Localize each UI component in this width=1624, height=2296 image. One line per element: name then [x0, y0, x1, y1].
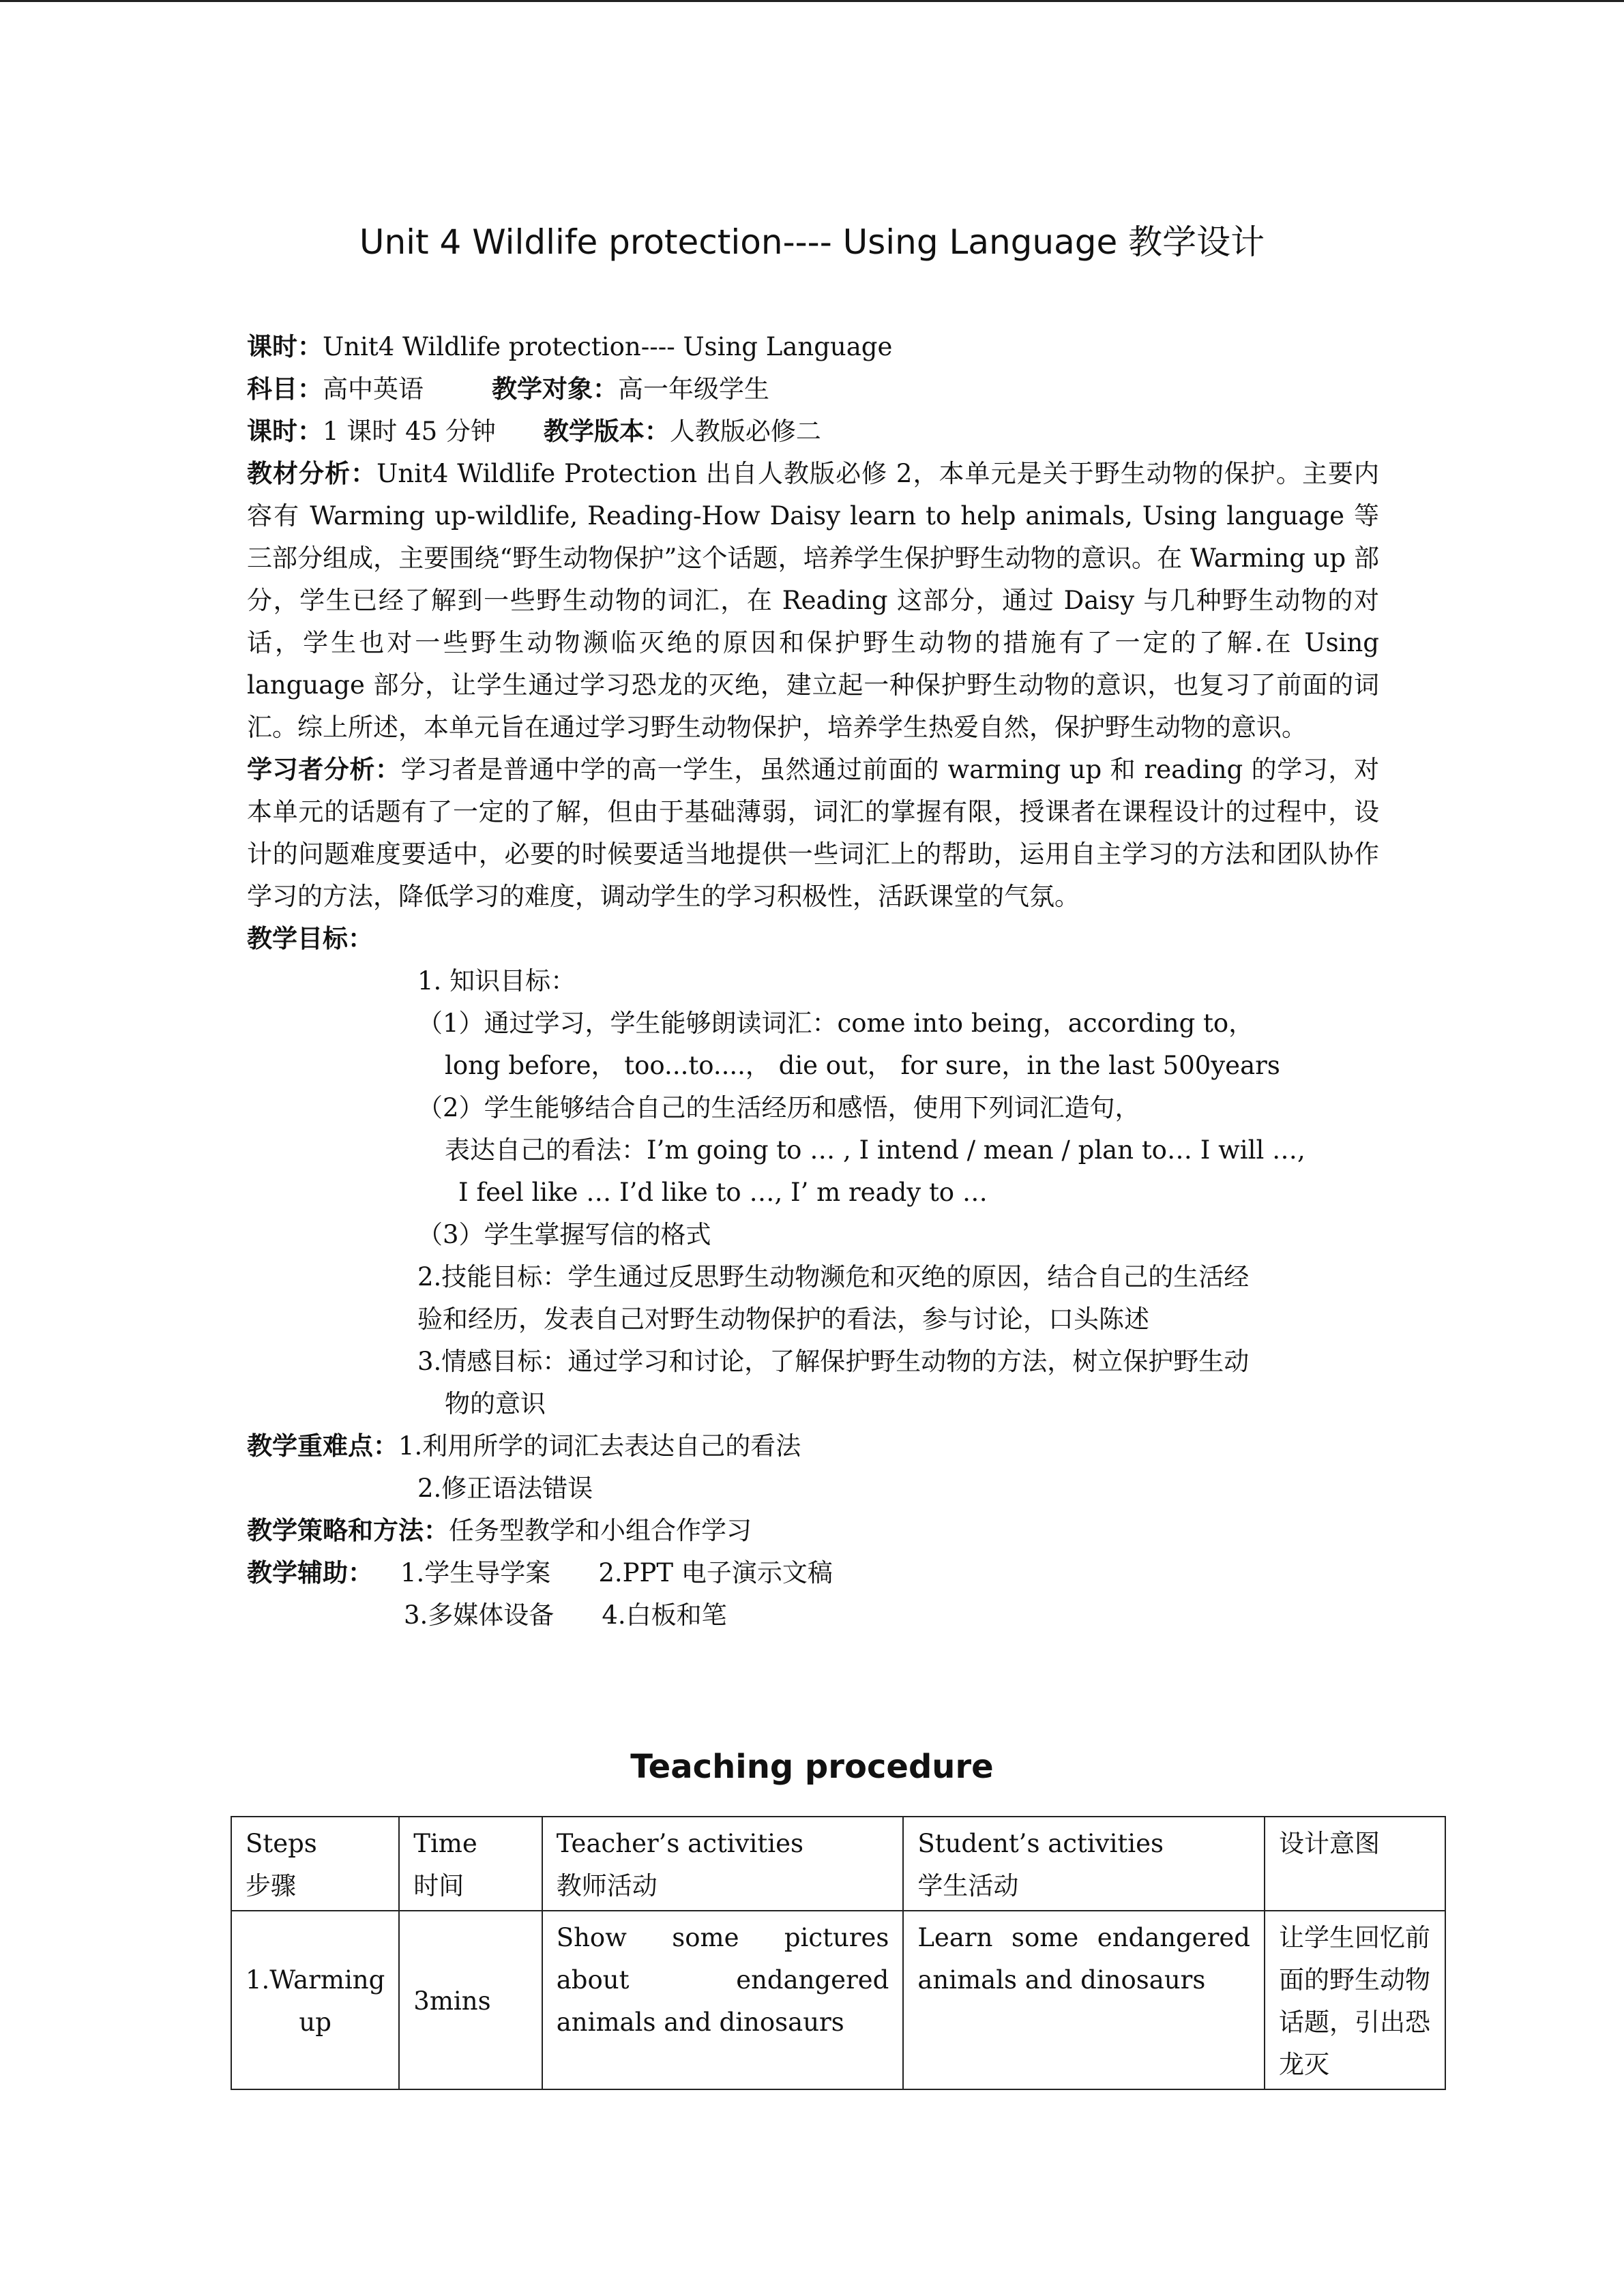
key-points-label: 教学重难点：	[247, 1431, 398, 1461]
knowledge-item-2c: I feel like … I’d like to …, I’ m ready to …	[458, 1178, 988, 1207]
header-steps	[231, 1817, 399, 1911]
header-student-en: Student’s activities	[917, 1829, 1164, 1858]
header-intent	[1265, 1817, 1445, 1911]
key-points-line-1	[247, 1425, 1379, 1467]
material-label: 教材分析：	[247, 459, 377, 488]
edition-label: 教学版本：	[543, 417, 670, 446]
objectives-label: 教学目标：	[247, 924, 373, 953]
period-label: 课时：	[247, 417, 323, 446]
aids-line-1	[247, 1552, 1379, 1594]
header-steps-en: Steps	[246, 1829, 317, 1858]
header-teacher	[542, 1817, 904, 1911]
aid-3: 3.多媒体设备	[404, 1600, 555, 1630]
knowledge-item-2b: 表达自己的看法：I’m going to … , I intend / mean / plan to… I will …,	[445, 1135, 1305, 1165]
strategy-value: 任务型教学和小组合作学习	[449, 1516, 752, 1545]
skill-objective-a: 2.技能目标：学生通过反思野生动物濒危和灭绝的原因，结合自己的生活经	[417, 1262, 1250, 1292]
row-step: 1.Warming up	[231, 1911, 399, 2089]
header-intent-en: 设计意图	[1278, 1829, 1380, 1858]
header-time-en: Time	[413, 1829, 477, 1858]
row-teacher: Show some pictures about endangered animals and dinosaurs	[542, 1911, 904, 2089]
table-header-row	[231, 1817, 1445, 1911]
material-text: Unit4 Wildlife Protection 出自人教版必修 2，本单元是关于野生动物的保护。主要内容有 Warming up-wildlife, Reading-How Daisy learn to help animals, Using language 等三部分组成，主要围绕“野生动物保护”这个话题，培养学生保护野生动物的意识。在 Warming up 部分，学生已经了解到一些野生动物的词汇，在 Reading 这部分，通过 Daisy 与几种野生动物的对话，学生也对一些野生动物濒临灭绝的原因和保护野生动物的措施有了一定的了解.在 Using language 部分，让学生通过学习恐龙的灭绝，建立起一种保护野生动物的意识，也复习了前面的词汇。综上所述，本单元旨在通过学习野生动物保护，培养学生热爱自然，保护野生动物的意识。	[247, 459, 1380, 742]
strategy-line	[247, 1510, 1379, 1552]
subject-label: 科目：	[247, 374, 323, 404]
header-student-zh: 学生活动	[917, 1871, 1019, 1900]
period-value: 1 课时 45 分钟	[323, 417, 496, 446]
knowledge-item-1a: （1）通过学习，学生能够朗读词汇：come into being，according to，	[417, 1009, 1254, 1038]
header-time-zh: 时间	[413, 1871, 464, 1900]
header-teacher-zh: 教师活动	[556, 1871, 658, 1900]
knowledge-item-3: （3）学生掌握写信的格式	[417, 1220, 711, 1249]
learner-label: 学习者分析：	[247, 755, 401, 784]
row-intent: 让学生回忆前面的野生动物话题，引出恐龙灭	[1265, 1911, 1445, 2089]
aid-2: 2.PPT 电子演示文稿	[598, 1558, 833, 1587]
document-body	[247, 326, 1379, 1637]
aids-line-2	[247, 1594, 1379, 1637]
audience-label: 教学对象：	[492, 374, 618, 404]
key-point-1: 1.利用所学的词汇去表达自己的看法	[398, 1431, 801, 1461]
row-student: Learn some endangered animals and dinosaurs	[903, 1911, 1265, 2089]
aid-4: 4.白板和笔	[602, 1600, 727, 1630]
material-analysis	[247, 453, 1379, 749]
procedure-table	[231, 1816, 1446, 2090]
learner-analysis	[247, 749, 1379, 918]
knowledge-item-1b: long before， too...to....， die out， for sure，in the last 500years	[445, 1051, 1280, 1080]
skill-objective-b: 验和经历，发表自己对野生动物保护的看法，参与讨论，口头陈述	[417, 1304, 1149, 1334]
emotion-objective-a: 3.情感目标：通过学习和讨论，了解保护野生动物的方法，树立保护野生动	[417, 1347, 1250, 1376]
row-time: 3mins	[399, 1911, 542, 2089]
subject-line	[247, 368, 1379, 411]
header-steps-zh: 步骤	[246, 1871, 296, 1900]
header-student	[903, 1817, 1265, 1911]
header-teacher-en: Teacher’s activities	[556, 1829, 803, 1858]
objectives-heading	[247, 918, 1379, 960]
aids-label: 教学辅助：	[247, 1558, 373, 1587]
audience-value: 高一年级学生	[618, 374, 769, 404]
learner-text: 学习者是普通中学的高一学生，虽然通过前面的 warming up 和 reading 的学习，对本单元的话题有了一定的了解，但由于基础薄弱，词汇的掌握有限，授课者在课程设计的过程中，设计的问题难度要适中，必要的时候要适当地提供一些词汇上的帮助，运用自主学习的方法和团队协作学习的方法，降低学习的难度，调动学生的学习积极性，活跃课堂的气氛。	[247, 755, 1379, 911]
table-row	[231, 1911, 1445, 2089]
edition-value: 人教版必修二	[669, 417, 821, 446]
lesson-value: Unit4 Wildlife protection---- Using Language	[323, 332, 893, 361]
knowledge-title: 1. 知识目标：	[417, 966, 576, 996]
aid-1: 1.学生导学案	[400, 1558, 551, 1587]
procedure-title: Teaching procedure	[630, 1748, 994, 1786]
document-title: Unit 4 Wildlife protection---- Using Language 教学设计	[359, 222, 1265, 262]
subject-value: 高中英语	[323, 374, 424, 404]
knowledge-item-2a: （2）学生能够结合自己的生活经历和感悟，使用下列词汇造句，	[417, 1093, 1140, 1122]
lesson-line	[247, 326, 1379, 368]
key-point-2: 2.修正语法错误	[417, 1474, 593, 1503]
strategy-label: 教学策略和方法：	[247, 1516, 449, 1545]
period-line	[247, 411, 1379, 453]
header-time	[399, 1817, 542, 1911]
emotion-objective-b: 物的意识	[445, 1389, 546, 1418]
lesson-label: 课时：	[247, 332, 323, 361]
